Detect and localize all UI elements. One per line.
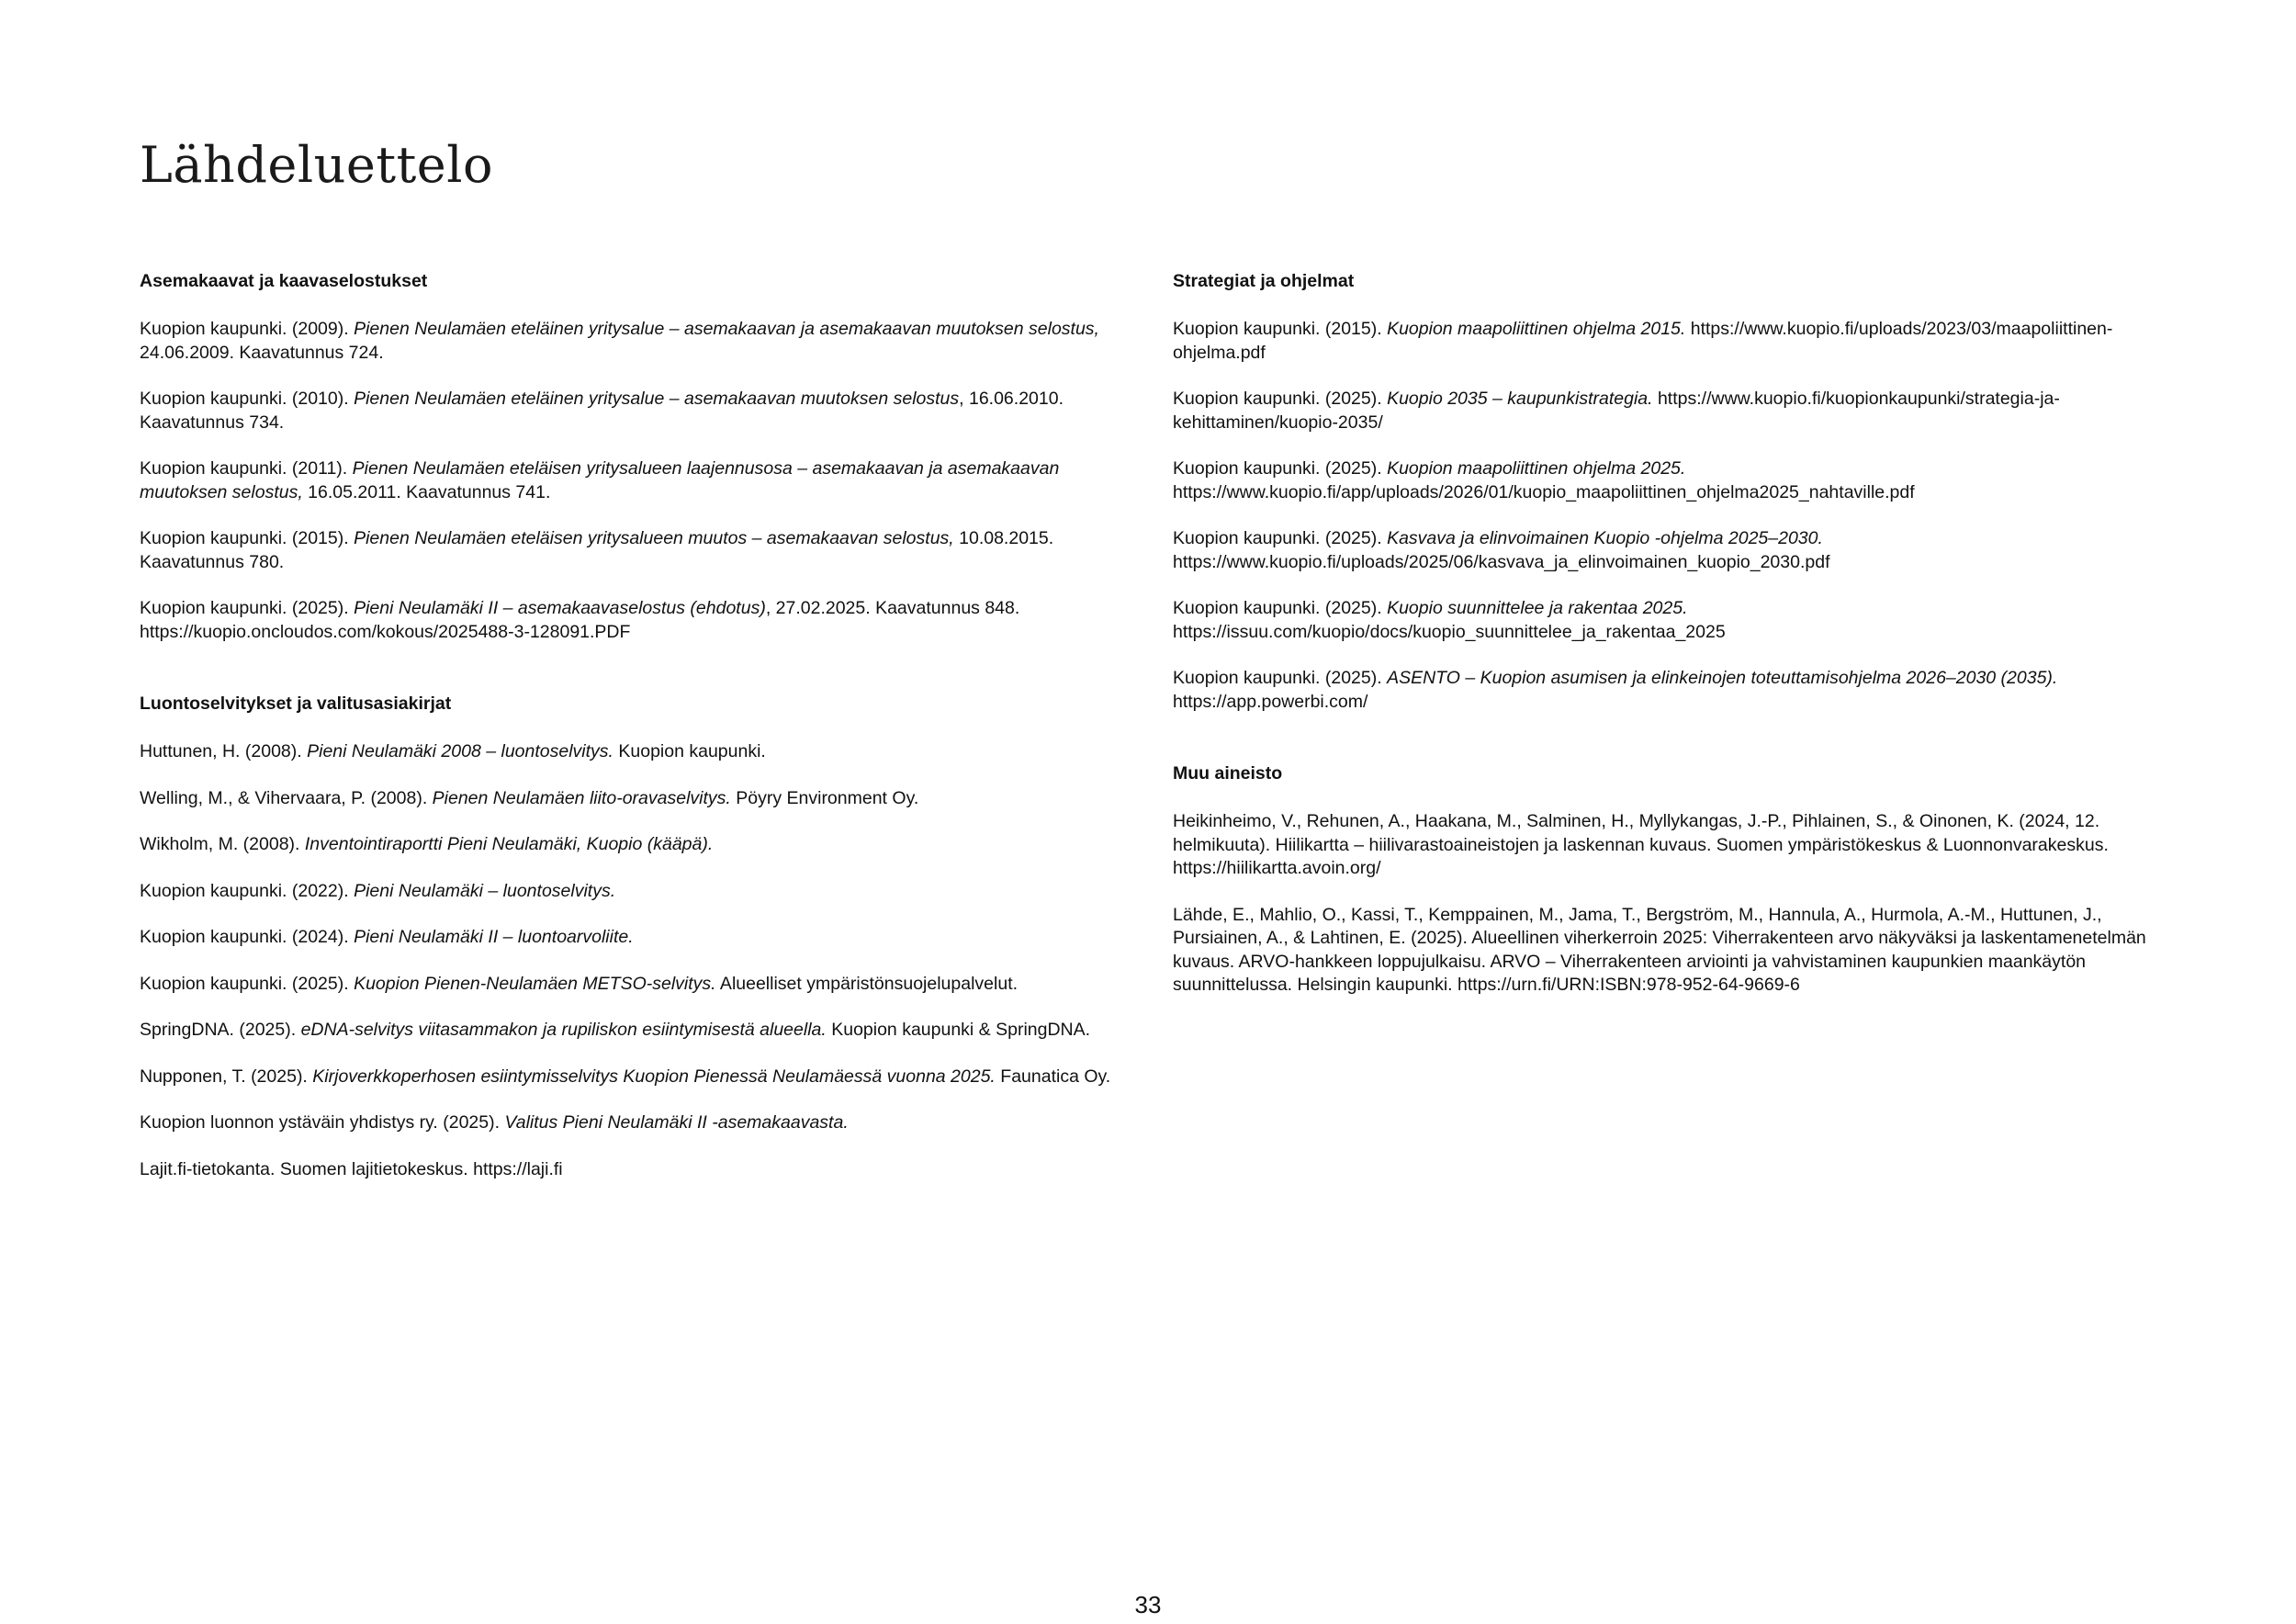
reference-text: Kuopion kaupunki. (2022).	[140, 880, 355, 901]
reference-text: Kuopion kaupunki. (2025).	[1173, 389, 1388, 409]
reference-section	[1173, 760, 2174, 998]
reference-text: Kuopion kaupunki. (2025).	[1173, 598, 1388, 618]
page-number: 33	[1134, 1591, 1162, 1618]
reference-title: Pieni Neulamäki 2008 – luontoselvitys.	[307, 741, 613, 761]
reference-text: Kuopion kaupunki & SpringDNA.	[826, 1020, 1091, 1040]
reference-text: Kuopion kaupunki. (2025).	[1173, 458, 1388, 479]
reference-entry	[1173, 527, 2174, 574]
reference-text: 24.06.2009. Kaavatunnus 724.	[140, 342, 384, 363]
reference-title: Pienen Neulamäen eteläisen yritysalueen laajennusosa – asemakaavan ja asemakaavan muutoksen selostus,	[140, 458, 1060, 502]
reference-section	[140, 690, 1152, 1181]
reference-entry	[140, 787, 1152, 811]
reference-text: Kuopion kaupunki. (2025).	[1173, 668, 1388, 688]
reference-text: Kuopion kaupunki. (2015).	[1173, 319, 1388, 339]
reference-text: https://www.kuopio.fi/kuopionkaupunki/strategia-ja-kehittaminen/kuopio-2035/	[1173, 389, 2060, 433]
reference-text: https://issuu.com/kuopio/docs/kuopio_suunnittelee_ja_rakentaa_2025	[1173, 621, 1726, 642]
right-column	[1173, 267, 2174, 998]
reference-title: Pienen Neulamäen liito-oravaselvitys.	[432, 787, 731, 808]
reference-text: Lajit.fi-tietokanta. Suomen lajitietokeskus. https://laji.fi	[140, 1158, 563, 1179]
reference-entry	[140, 833, 1152, 857]
reference-title: Valitus Pieni Neulamäki II -asemakaavasta.	[504, 1112, 849, 1133]
reference-entry	[140, 1158, 1152, 1182]
reference-text: Wikholm, M. (2008).	[140, 834, 305, 854]
reference-title: Kuopion maapoliittinen ohjelma 2015.	[1387, 319, 1686, 339]
reference-entry	[1173, 810, 2174, 881]
reference-entry	[1173, 318, 2174, 365]
reference-text: Kuopion kaupunki. (2025).	[140, 598, 355, 618]
reference-text: Kuopion kaupunki. (2025).	[1173, 528, 1388, 548]
reference-entry	[1173, 667, 2174, 714]
reference-text: Kuopion kaupunki. (2009).	[140, 319, 355, 339]
reference-title: Kuopio 2035 – kaupunkistrategia.	[1387, 389, 1653, 409]
reference-text: Kuopion kaupunki.	[613, 741, 766, 761]
left-column	[140, 267, 1152, 1181]
section-heading: Asemakaavat ja kaavaselostukset	[140, 271, 428, 291]
reference-entry	[1173, 388, 2174, 434]
reference-text: Kuopion luonnon ystäväin yhdistys ry. (2025).	[140, 1112, 505, 1133]
reference-entry	[1173, 457, 2174, 504]
reference-entry	[1173, 904, 2174, 998]
reference-entry	[140, 1066, 1152, 1089]
reference-text: , 27.02.2025. Kaavatunnus 848. https://kuopio.oncloudos.com/kokous/2025488-3-128091.PDF	[140, 598, 1020, 642]
reference-entry	[1173, 597, 2174, 644]
reference-title: Pieni Neulamäki II – luontoarvoliite.	[354, 927, 634, 947]
reference-title: Pienen Neulamäen eteläinen yritysalue – asemakaavan muutoksen selostus	[354, 389, 960, 409]
reference-title: eDNA-selvitys viitasammakon ja rupiliskon esiintymisestä alueella.	[300, 1020, 827, 1040]
reference-text: Kuopion kaupunki. (2015).	[140, 528, 355, 548]
reference-text: Faunatica Oy.	[995, 1066, 1111, 1087]
reference-text: , 16.06.2010. Kaavatunnus 734.	[140, 389, 1064, 433]
section-heading: Luontoselvitykset ja valitusasiakirjat	[140, 694, 452, 714]
reference-entry	[140, 527, 1152, 574]
reference-text: Kuopion kaupunki. (2010).	[140, 389, 355, 409]
section-heading: Muu aineisto	[1173, 763, 1283, 784]
reference-section	[140, 267, 1152, 644]
reference-title: Pienen Neulamäen eteläinen yritysalue – asemakaavan ja asemakaavan muutoksen selostus,	[354, 319, 1099, 339]
reference-text: Kuopion kaupunki. (2025).	[140, 973, 355, 994]
reference-entry	[140, 597, 1152, 644]
reference-text: https://app.powerbi.com/	[1173, 691, 1368, 712]
reference-text: Nupponen, T. (2025).	[140, 1066, 313, 1087]
section-heading: Strategiat ja ohjelmat	[1173, 271, 1355, 291]
reference-title: Kuopio suunnittelee ja rakentaa 2025.	[1387, 598, 1688, 618]
reference-title: Kirjoverkkoperhosen esiintymisselvitys Kuopion Pienessä Neulamäessä vuonna 2025.	[312, 1066, 996, 1087]
reference-title: ASENTO – Kuopion asumisen ja elinkeinojen toteuttamisohjelma 2026–2030 (2035).	[1387, 668, 2058, 688]
reference-title: Kuopion Pienen-Neulamäen METSO-selvitys.	[354, 973, 716, 994]
reference-title: Pieni Neulamäki – luontoselvitys.	[354, 880, 616, 901]
reference-text: https://www.kuopio.fi/app/uploads/2026/01/kuopio_maapoliittinen_ohjelma2025_nahtaville.pdf	[1173, 481, 1915, 502]
reference-text: Pöyry Environment Oy.	[730, 787, 919, 808]
reference-entry	[140, 457, 1152, 504]
reference-section	[1173, 267, 2174, 714]
reference-text: Heikinheimo, V., Rehunen, A., Haakana, M., Salminen, H., Myllykangas, J.-P., Pihlainen, S., & Oinonen, K. (2024, 12. helmikuuta). Hiilikartta – hiilivarastoaineistojen ja laskennan kuvaus. Suomen ympäristökeskus & Luonnonvarakeskus. https://hiilikartta.avoin.org/	[1173, 811, 2109, 878]
reference-entry	[140, 1019, 1152, 1043]
reference-entry	[140, 1111, 1152, 1135]
reference-text: Kuopion kaupunki. (2011).	[140, 458, 353, 479]
reference-text: Huttunen, H. (2008).	[140, 741, 308, 761]
reference-text: 16.05.2011. Kaavatunnus 741.	[302, 481, 551, 502]
reference-title: Pieni Neulamäki II – asemakaavaselostus (ehdotus)	[354, 598, 766, 618]
reference-text: Welling, M., & Vihervaara, P. (2008).	[140, 787, 433, 808]
reference-title: Pienen Neulamäen eteläisen yritysalueen muutos – asemakaavan selostus,	[354, 528, 954, 548]
reference-entry	[140, 973, 1152, 997]
reference-text: Alueelliset ympäristönsuojelupalvelut.	[715, 973, 1019, 994]
reference-entry	[140, 880, 1152, 904]
reference-entry	[140, 926, 1152, 950]
reference-entry	[140, 740, 1152, 764]
reference-text: https://www.kuopio.fi/uploads/2025/06/kasvava_ja_elinvoimainen_kuopio_2030.pdf	[1173, 551, 1830, 572]
reference-title: Kuopion maapoliittinen ohjelma 2025.	[1387, 458, 1686, 479]
reference-text: https://www.kuopio.fi/uploads/2023/03/maapoliittinen-ohjelma.pdf	[1173, 319, 2113, 363]
reference-text: 10.08.2015. Kaavatunnus 780.	[140, 528, 1054, 572]
page-title: Lähdeluettelo	[140, 136, 494, 194]
reference-text: Lähde, E., Mahlio, O., Kassi, T., Kemppainen, M., Jama, T., Bergström, M., Hannula, A., Hurmola, A.-M., Huttunen, J., Pursiainen, A., & Lahtinen, E. (2025). Alueellinen viherkerroin 2025: Viherrakenteen arvo näkyväksi ja laskentamenetelmän kuvaus. ARVO-hankkeen loppujulkaisu. ARVO – Viherrakenteen arviointi ja vahvistaminen kaupunkien maankäytön suunnittelussa. Helsingin kaupunki. https://urn.fi/URN:ISBN:978-952-64-9669-6	[1173, 904, 2146, 995]
reference-title: Inventointiraportti Pieni Neulamäki, Kuopio (kääpä).	[304, 834, 714, 854]
reference-entry	[140, 388, 1152, 434]
reference-title: Kasvava ja elinvoimainen Kuopio -ohjelma 2025–2030.	[1387, 528, 1823, 548]
reference-entry	[140, 318, 1152, 365]
reference-text: Kuopion kaupunki. (2024).	[140, 927, 355, 947]
reference-text: SpringDNA. (2025).	[140, 1020, 301, 1040]
